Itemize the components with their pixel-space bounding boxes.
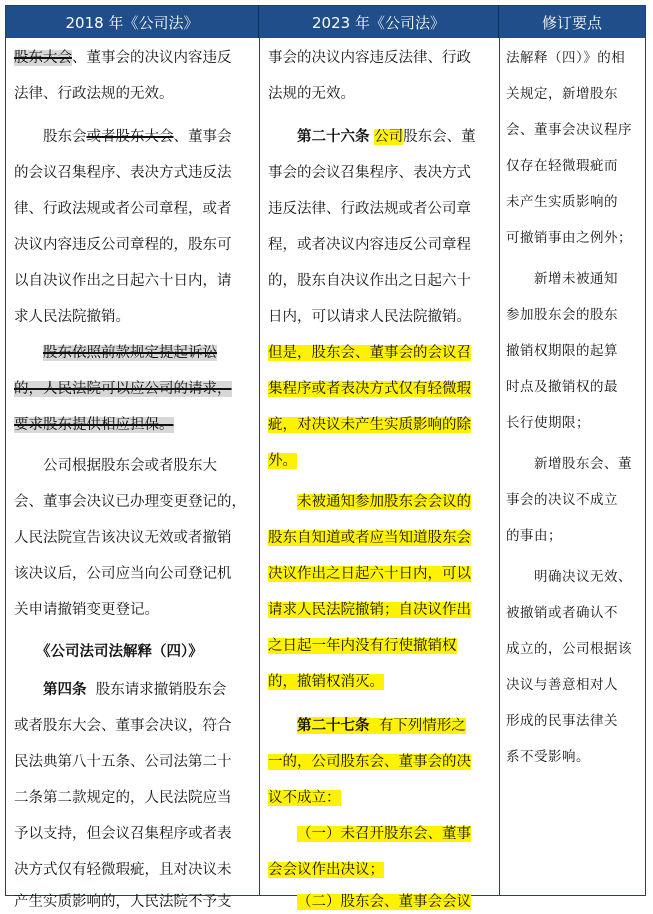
- text-line: 会、董事会决议已办理变更登记的，: [14, 494, 246, 510]
- text-line: 可撤销事由之例外；: [506, 230, 632, 246]
- text-line: 股东大会、董事会的决议内容违反: [14, 50, 232, 66]
- text-line: 明确决议无效、: [534, 569, 632, 585]
- text-line: 议不成立：: [268, 790, 341, 806]
- text-line: 第二十六条 公司股东会、董: [297, 128, 476, 145]
- text-line: 要求股东提供相应担保。: [14, 417, 174, 433]
- text-line: 决议内容违反公司章程的，股东可: [14, 237, 232, 253]
- text-line: 的，股东自决议作出之日起六十: [268, 273, 471, 289]
- text-line: 人民法院宣告该决议无效或者撤销: [14, 530, 232, 546]
- text-line: 民法典第八十五条、公司法第二十: [14, 754, 232, 770]
- text-line: 疵，对决议未产生实质影响的除: [268, 417, 471, 433]
- text-line: 事会的决议内容违反法律、行政: [268, 50, 471, 66]
- text-line: 的，人民法院可以应公司的请求，: [14, 381, 232, 397]
- text-line: 之日起一年内没有行使撤销权: [268, 638, 457, 654]
- text-line: 长行使期限；: [506, 415, 590, 431]
- text-line: 股东会或者股东大会、董事会: [43, 129, 232, 145]
- text-line: 会会议作出决议；: [268, 862, 384, 878]
- text-line: 予以支持，但会议召集程序或者表: [14, 826, 232, 842]
- text-line: 未产生实质影响的: [506, 194, 618, 210]
- text-line: 关规定，新增股东: [506, 86, 618, 102]
- text-line: 请求人民法院撤销；自决议作出: [268, 602, 471, 618]
- column-revision-points: [506, 38, 642, 895]
- header-revision-points: 修订要点: [499, 6, 645, 38]
- column-divider: [499, 38, 500, 895]
- text-line: 形成的民事法律关: [506, 713, 618, 729]
- text-line: 第四条 股东请求撤销股东会: [43, 681, 227, 698]
- text-line: 关申请撤销变更登记。: [14, 602, 159, 618]
- text-line: 仅存在轻微瑕疵而: [506, 158, 618, 174]
- section-title: 《公司法司法解释（四）》: [36, 643, 203, 660]
- text-line: 事会的会议召集程序、表决方式: [268, 165, 471, 181]
- header-2018: 2018 年《公司法》: [6, 6, 259, 38]
- text-line: 成立的，公司根据该: [506, 641, 632, 657]
- column-2018: [14, 38, 254, 910]
- text-line: 法解释（四）》的相: [506, 50, 626, 66]
- text-line: 二条第二款规定的，人民法院应当: [14, 790, 232, 806]
- text-line: 或者股东大会、董事会决议，符合: [14, 718, 232, 734]
- text-line: 撤销权期限的起算: [506, 343, 618, 359]
- text-line: 会、董事会决议程序: [506, 122, 632, 138]
- text-line: 系不受影响。: [506, 749, 590, 765]
- text-line: 被撤销或者确认不: [506, 605, 618, 621]
- text-line: 一的，公司股东会、董事会的决: [268, 754, 471, 770]
- column-divider: [259, 38, 260, 895]
- text-line: 新增未被通知: [534, 271, 618, 287]
- text-line: 的事由；: [506, 528, 562, 544]
- text-line: 程，或者决议内容违反公司章程: [268, 237, 471, 253]
- text-line: 参加股东会的股东: [506, 307, 618, 323]
- text-line: 股东自知道或者应当知道股东会: [268, 530, 471, 546]
- text-line: 的，撤销权消灭。: [268, 674, 384, 690]
- text-line: 法律、行政法规的无效。: [14, 86, 174, 102]
- text-line: （一）未召开股东会、董事: [297, 826, 471, 842]
- text-line: 未被通知参加股东会会议的: [297, 494, 471, 510]
- text-line: 时点及撤销权的最: [506, 379, 618, 395]
- text-line: 违反法律、行政法规或者公司章: [268, 201, 471, 217]
- header-2023: 2023 年《公司法》: [259, 6, 499, 38]
- text-line: 该决议后，公司应当向公司登记机: [14, 566, 232, 582]
- text-line: 公司根据股东会或者股东大: [43, 458, 217, 474]
- text-line: 集程序或者表决方式仅有轻微瑕: [268, 381, 471, 397]
- text-line: （二）股东会、董事会会议: [297, 894, 471, 910]
- text-line: 决方式仅有轻微瑕疵，且对决议未: [14, 862, 232, 878]
- text-line: 求人民法院撤销。: [14, 309, 130, 325]
- text-line: 决议作出之日起六十日内，可以: [268, 566, 471, 582]
- text-line: 新增股东会、董: [534, 456, 632, 472]
- text-line: 但是，股东会、董事会的会议召: [268, 345, 471, 361]
- text-line: 的会议召集程序、表决方式违反法: [14, 165, 232, 181]
- text-line: 第二十七条 有下列情形之: [297, 717, 466, 734]
- text-line: 决议与善意相对人: [506, 677, 618, 693]
- text-line: 外。: [268, 453, 297, 469]
- text-line: 法规的无效。: [268, 86, 355, 102]
- text-line: 以自决议作出之日起六十日内，请: [14, 273, 232, 289]
- comparison-table: [5, 5, 646, 910]
- column-2023: [268, 38, 494, 910]
- text-line: 律、行政法规或者公司章程，或者: [14, 201, 232, 217]
- text-line: 股东依照前款规定提起诉讼: [43, 345, 217, 361]
- text-line: 产生实质影响的，人民法院不予支: [14, 894, 232, 910]
- text-line: 事会的决议不成立: [506, 492, 618, 508]
- text-line: 日内，可以请求人民法院撤销。: [268, 309, 471, 325]
